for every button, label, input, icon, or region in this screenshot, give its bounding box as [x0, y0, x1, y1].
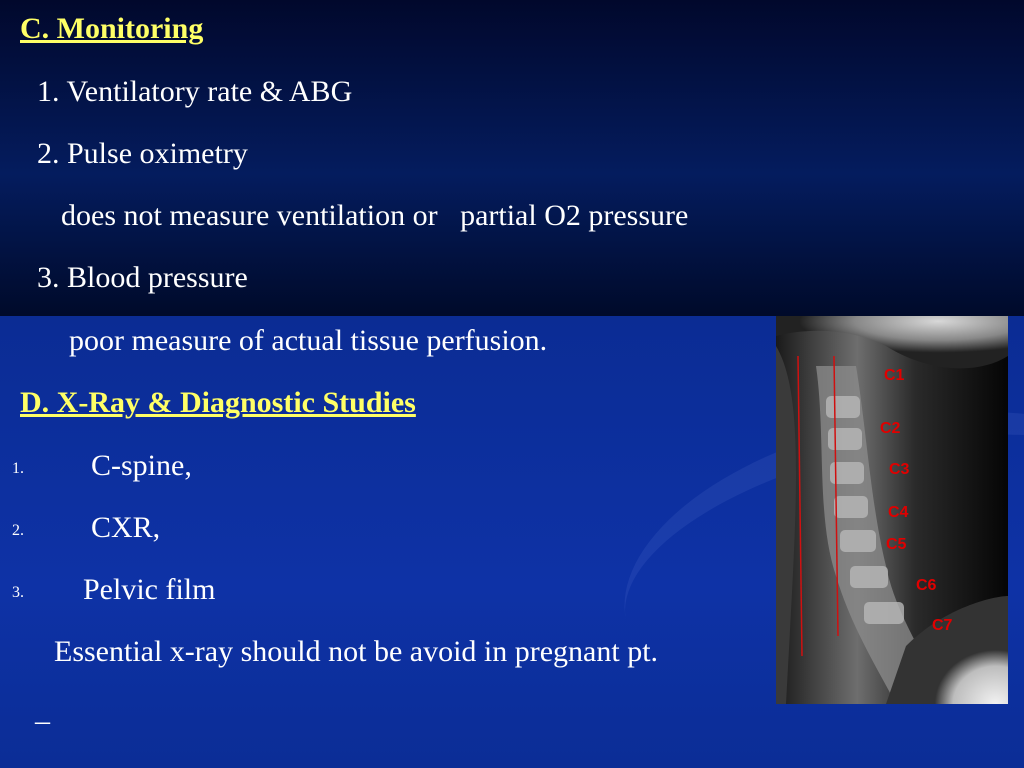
pregnancy-note: Essential x-ray should not be avoid in pregnant pt. [54, 635, 659, 668]
vertebra-label-c7: C7 [932, 617, 953, 634]
vertebra-label-c2: C2 [880, 420, 901, 437]
monitoring-item-2-note: does not measure ventilation or partial O2 pressure [61, 199, 689, 232]
list-item-c-spine: C-spine, [91, 449, 192, 482]
cervical-spine-xray-image [776, 316, 1008, 704]
list-item-cxr: CXR, [91, 511, 161, 544]
trailing-dash: – [35, 704, 50, 737]
vertebra-label-c6: C6 [916, 577, 937, 594]
vertebra-label-c3: C3 [889, 461, 910, 478]
list-number: 2. [12, 522, 24, 539]
list-number: 1. [12, 460, 24, 477]
monitoring-item-3: 3. Blood pressure [37, 261, 248, 294]
monitoring-item-3-note: poor measure of actual tissue perfusion. [69, 324, 548, 357]
monitoring-item-1: 1. Ventilatory rate & ABG [37, 75, 353, 108]
section-d-heading: D. X-Ray & Diagnostic Studies [20, 386, 416, 419]
monitoring-item-2: 2. Pulse oximetry [37, 137, 248, 170]
section-c-heading: C. Monitoring [20, 12, 204, 45]
list-number: 3. [12, 584, 24, 601]
vertebra-label-c5: C5 [886, 536, 907, 553]
vertebra-label-c4: C4 [888, 504, 909, 521]
list-item-pelvic-film: Pelvic film [83, 573, 216, 606]
vertebra-label-c1: C1 [884, 367, 905, 384]
